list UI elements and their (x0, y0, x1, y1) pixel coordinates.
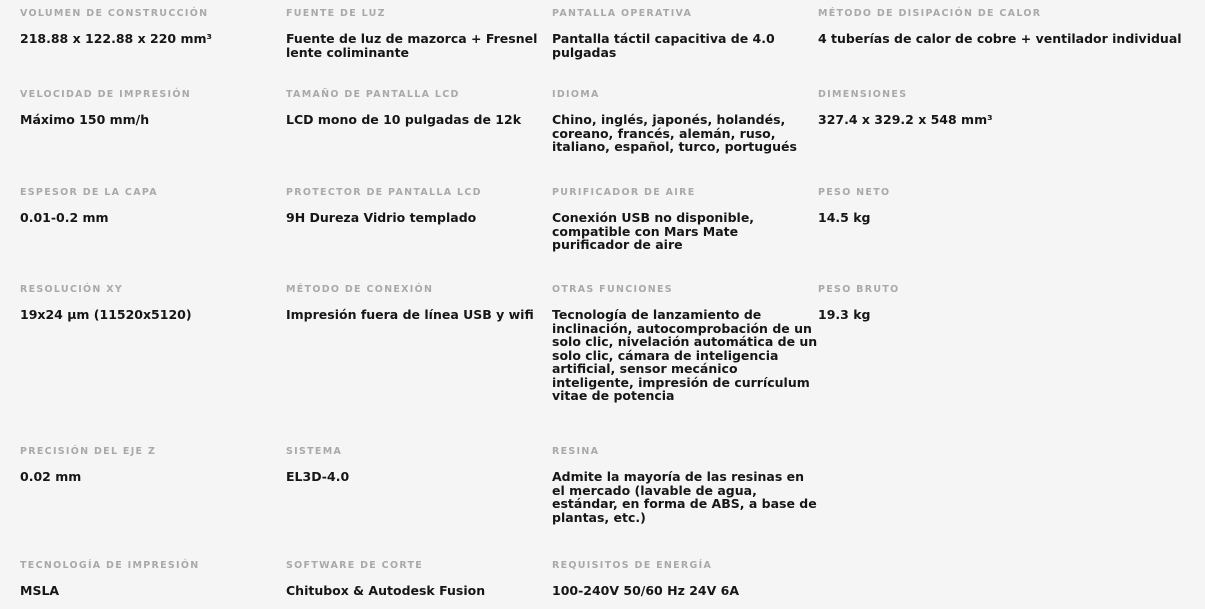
spec-label: SOFTWARE DE CORTE (286, 560, 424, 571)
spec-label: MÉTODO DE CONEXIÓN (286, 284, 434, 295)
spec-label: TECNOLOGÍA DE IMPRESIÓN (20, 560, 200, 571)
spec-value: Admite la mayoría de las resinas en el mercado (lavable de agua, estándar, en forma de ABS, a base de plantas, etc.) (552, 469, 817, 525)
spec-build-volume (20, 8, 270, 46)
spec-value: Máximo 150 mm/h (20, 112, 150, 127)
spec-value: 0.02 mm (20, 469, 82, 484)
spec-label: REQUISITOS DE ENERGÍA (552, 560, 713, 571)
spec-language (552, 89, 818, 154)
spec-label: RESINA (552, 446, 600, 457)
spec-lcd-protector (286, 187, 538, 225)
spec-layer-thickness (20, 187, 270, 225)
spec-other-features (552, 284, 818, 403)
spec-z-axis-precision (20, 446, 270, 484)
spec-value: MSLA (20, 583, 60, 598)
spec-value: Impresión fuera de línea USB y wifi (286, 307, 534, 322)
spec-net-weight (818, 187, 1198, 225)
spec-value: Pantalla táctil capacitiva de 4.0 pulgadas (552, 31, 775, 60)
spec-resin (552, 446, 818, 524)
spec-print-speed (20, 89, 270, 127)
spec-value: 0.01-0.2 mm (20, 210, 109, 225)
spec-value: 327.4 x 329.2 x 548 mm³ (818, 112, 993, 127)
spec-slicing-software (286, 560, 538, 598)
spec-label: VOLUMEN DE CONSTRUCCIÓN (20, 8, 209, 19)
spec-label: MÉTODO DE DISIPACIÓN DE CALOR (818, 8, 1042, 19)
spec-label: PANTALLA OPERATIVA (552, 8, 693, 19)
spec-value: 14.5 kg (818, 210, 871, 225)
spec-lcd-size (286, 89, 538, 127)
spec-label: TAMAÑO DE PANTALLA LCD (286, 89, 460, 100)
spec-label: FUENTE DE LUZ (286, 8, 386, 19)
spec-label: VELOCIDAD DE IMPRESIÓN (20, 89, 192, 100)
spec-label: DIMENSIONES (818, 89, 908, 100)
spec-print-technology (20, 560, 270, 598)
spec-value: Tecnología de lanzamiento de inclinación, autocomprobación de un solo clic, nivelación automática de un solo clic, cámara de inteligencia artificial, sensor mecánico inteligente, impresión de currículum vitae de potencia (552, 307, 818, 403)
spec-power-requirements (552, 560, 818, 598)
spec-value: 9H Dureza Vidrio templado (286, 210, 477, 225)
spec-operating-screen (552, 8, 818, 59)
spec-value: Fuente de luz de mazorca + Fresnel lente coliminante (286, 31, 538, 60)
spec-label: PROTECTOR DE PANTALLA LCD (286, 187, 482, 198)
spec-heat-dissipation (818, 8, 1198, 46)
spec-label: PESO BRUTO (818, 284, 900, 295)
spec-value: 100-240V 50/60 Hz 24V 6A (552, 583, 739, 598)
spec-system (286, 446, 538, 484)
spec-value: EL3D-4.0 (286, 469, 350, 484)
spec-value: 4 tuberías de calor de cobre + ventilador individual (818, 31, 1182, 46)
spec-air-purifier (552, 187, 818, 252)
spec-connection-method (286, 284, 538, 322)
spec-label: SISTEMA (286, 446, 343, 457)
spec-value: Chino, inglés, japonés, holandés, coreano, francés, alemán, ruso, italiano, español, turco, portugués (552, 112, 797, 154)
spec-light-source (286, 8, 538, 59)
spec-label: PURIFICADOR DE AIRE (552, 187, 696, 198)
spec-xy-resolution (20, 284, 270, 322)
spec-value: 19x24 µm (11520x5120) (20, 307, 192, 322)
spec-value: LCD mono de 10 pulgadas de 12k (286, 112, 522, 127)
spec-dimensions (818, 89, 1198, 127)
spec-value: Chitubox & Autodesk Fusion (286, 583, 486, 598)
spec-label: IDIOMA (552, 89, 600, 100)
spec-label: ESPESOR DE LA CAPA (20, 187, 158, 198)
spec-label: OTRAS FUNCIONES (552, 284, 673, 295)
spec-value: 218.88 x 122.88 x 220 mm³ (20, 31, 212, 46)
spec-label: PESO NETO (818, 187, 891, 198)
spec-label: RESOLUCIÓN XY (20, 284, 124, 295)
spec-label: PRECISIÓN DEL EJE Z (20, 446, 157, 457)
spec-value: 19.3 kg (818, 307, 871, 322)
spec-value: Conexión USB no disponible, compatible con Mars Mate purificador de aire (552, 210, 755, 252)
spec-gross-weight (818, 284, 1198, 322)
